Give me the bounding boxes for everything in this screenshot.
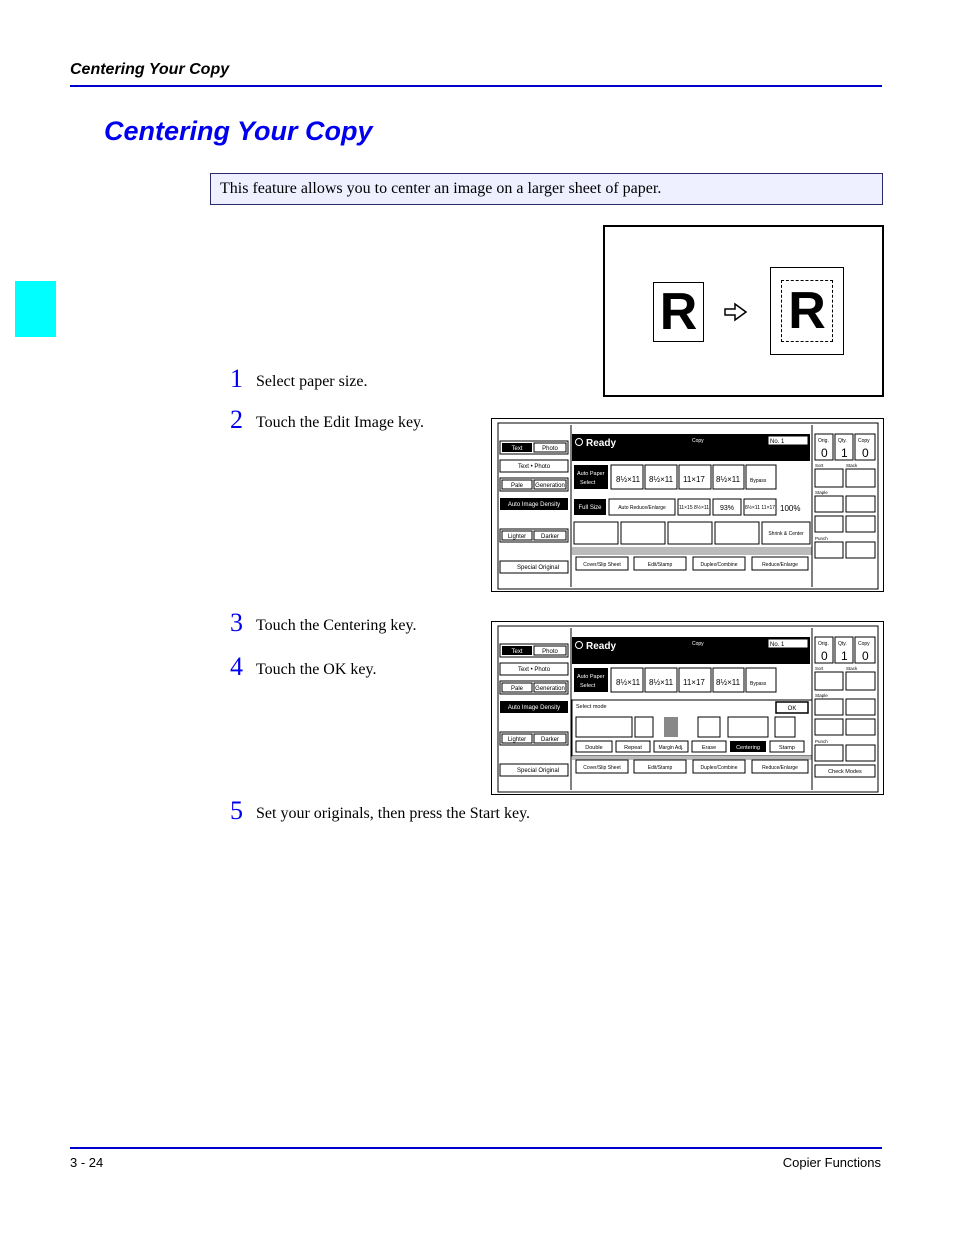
- edit-stamp-label: Edit/Stamp: [647, 562, 673, 568]
- margin-illustration: [664, 717, 678, 737]
- staple-1-button[interactable]: [815, 496, 843, 512]
- step-number: 2: [230, 405, 243, 434]
- chapter-tab: [15, 281, 56, 337]
- margin-adj-label: Margin Adj.: [658, 745, 684, 751]
- punch-1-button[interactable]: [815, 745, 843, 761]
- copy-count: 0: [862, 649, 869, 663]
- paper-trays: [574, 668, 776, 692]
- duplex-combine-label: Duplex/Combine: [700, 562, 738, 568]
- repeat-illustration: [635, 717, 653, 737]
- stack-button[interactable]: [846, 469, 875, 487]
- copy-count: 0: [862, 446, 869, 460]
- step-text: Set your originals, then press the Start key.: [256, 805, 531, 822]
- page-title: Centering Your Copy: [104, 116, 373, 146]
- job-number-text: No. 1: [770, 642, 785, 648]
- photo-mode-label: Photo: [542, 649, 558, 655]
- full-size-label: Full Size: [578, 505, 602, 511]
- shrink-center-label: Shrink & Center: [768, 531, 804, 537]
- select-label: Select: [580, 480, 596, 486]
- page-number: 3 - 24: [70, 1155, 104, 1170]
- cover-slip-label: Cover/Slip Sheet: [583, 562, 621, 568]
- qty-count: 1: [841, 446, 848, 460]
- centered-letter: R: [788, 282, 826, 340]
- copy-label: Copy: [692, 438, 704, 444]
- centering-label: Centering: [736, 745, 760, 751]
- edit-option-3[interactable]: [668, 522, 712, 544]
- generation-label: Generation: [535, 686, 565, 692]
- text-photo-label: Text • Photo: [517, 667, 551, 673]
- ok-label: OK: [787, 706, 797, 712]
- select-mode-area: [572, 700, 812, 756]
- intro-box: [210, 173, 883, 205]
- select-label: Select: [580, 683, 596, 689]
- orig-count: 0: [821, 649, 828, 663]
- edit-stamp-label: Edit/Stamp: [647, 765, 673, 771]
- select-mode-label: Select mode: [576, 704, 607, 710]
- edit-option-4[interactable]: [715, 522, 759, 544]
- auto-density-label: Auto Image Density: [507, 502, 561, 508]
- darker-label: Darker: [540, 737, 560, 743]
- tray-1-label: 8½×11: [616, 475, 641, 484]
- qty-label: Qty.: [838, 641, 847, 647]
- punch-label: Punch: [815, 739, 828, 744]
- staple-3-button[interactable]: [815, 516, 843, 532]
- step-text: Touch the Centering key.: [256, 617, 417, 634]
- centered-image-area: [781, 280, 833, 342]
- stack-button[interactable]: [846, 672, 875, 690]
- orig-label: Orig.: [818, 641, 829, 647]
- sort-button[interactable]: [815, 469, 843, 487]
- punch-2-button[interactable]: [846, 542, 875, 558]
- bypass-label: Bypass: [750, 681, 767, 687]
- double-illustration: [576, 717, 632, 737]
- staple-4-button[interactable]: [846, 516, 875, 532]
- centering-illustration: [603, 225, 884, 397]
- orig-count: 0: [821, 446, 828, 460]
- counter-column: [812, 628, 875, 790]
- status-text: Ready: [586, 641, 617, 652]
- text-mode-label: Text: [511, 446, 523, 452]
- stamp-label: Stamp: [779, 745, 795, 751]
- photo-mode-label: Photo: [542, 446, 558, 452]
- job-number-text: No. 1: [770, 439, 785, 445]
- generation-label: Generation: [535, 483, 565, 489]
- auto-density-label: Auto Image Density: [507, 705, 561, 711]
- bypass-label: Bypass: [750, 478, 767, 484]
- step-text: Select paper size.: [256, 373, 368, 390]
- centered-page: [770, 267, 844, 355]
- text-mode-label: Text: [511, 649, 523, 655]
- staple-3-button[interactable]: [815, 719, 843, 735]
- special-original-label: Special Original: [516, 565, 560, 571]
- function-tab-strip: [572, 756, 812, 760]
- text-photo-label: Text • Photo: [517, 464, 551, 470]
- auto-paper-label: Auto Paper: [577, 674, 605, 680]
- tray-1-label: 8½×11: [616, 678, 641, 687]
- tray-4-label: 8½×11: [716, 678, 741, 687]
- copier-panel-edit-image: [491, 418, 884, 592]
- staple-2-button[interactable]: [846, 699, 875, 715]
- bypass-button[interactable]: [746, 668, 776, 692]
- intro-text: This feature allows you to center an image on a larger sheet of paper.: [220, 180, 662, 197]
- staple-1-button[interactable]: [815, 699, 843, 715]
- step-text: Touch the OK key.: [256, 661, 377, 678]
- pale-label: Pale: [510, 483, 524, 489]
- repeat-label: Repeat: [624, 745, 642, 751]
- copy-label: Copy: [692, 641, 704, 647]
- staple-4-button[interactable]: [846, 719, 875, 735]
- stack-label: Stack: [846, 463, 858, 468]
- tray-3-label: 11×17: [683, 678, 705, 687]
- staple-2-button[interactable]: [846, 496, 875, 512]
- qty-label: Qty.: [838, 438, 847, 444]
- auto-paper-label: Auto Paper: [577, 471, 605, 477]
- punch-1-button[interactable]: [815, 542, 843, 558]
- ratio-display: 100%: [780, 504, 801, 513]
- footer-rule: [70, 1147, 882, 1149]
- lighter-label: Lighter: [507, 534, 527, 540]
- pale-label: Pale: [510, 686, 524, 692]
- erase-illustration: [698, 717, 720, 737]
- staple-label: Staple: [815, 693, 828, 698]
- paper-trays: [574, 465, 776, 489]
- step-number: 1: [230, 364, 243, 393]
- reduce-enlarge-label: Reduce/Enlarge: [762, 765, 798, 771]
- step-number: 3: [230, 608, 243, 637]
- status-text: Ready: [586, 438, 617, 449]
- duplex-combine-label: Duplex/Combine: [700, 765, 738, 771]
- stamp-illustration: [775, 717, 795, 737]
- punch-label: Punch: [815, 536, 828, 541]
- check-modes-label: Check Modes: [828, 769, 862, 775]
- special-original-label: Special Original: [516, 768, 560, 774]
- auto-reduce-label: Auto Reduce/Enlarge: [618, 505, 666, 511]
- erase-label: Erase: [701, 745, 717, 751]
- edit-option-1[interactable]: [574, 522, 618, 544]
- copy-col-label: Copy: [858, 438, 870, 444]
- sort-button[interactable]: [815, 672, 843, 690]
- header-rule: [70, 85, 882, 87]
- copier-panel-centering: [491, 621, 884, 795]
- cover-slip-label: Cover/Slip Sheet: [583, 765, 621, 771]
- centering-illustration: [728, 717, 768, 737]
- ratio-b-label: 8½×11 11×17: [744, 505, 776, 511]
- ratio-a-label: 11×15 8½×11: [678, 505, 710, 511]
- tray-3-label: 11×17: [683, 475, 705, 484]
- reduce-enlarge-label: Reduce/Enlarge: [762, 562, 798, 568]
- lighter-label: Lighter: [507, 737, 527, 743]
- tray-2-label: 8½×11: [649, 475, 674, 484]
- sort-label: Sort: [815, 666, 824, 671]
- copy-col-label: Copy: [858, 641, 870, 647]
- bypass-button[interactable]: [746, 465, 776, 489]
- step-number: 4: [230, 652, 243, 681]
- running-header: Centering Your Copy: [70, 61, 230, 78]
- darker-label: Darker: [540, 534, 560, 540]
- edit-image-row: [574, 522, 810, 544]
- original-letter: R: [659, 283, 698, 341]
- staple-label: Staple: [815, 490, 828, 495]
- arrow-right-icon: [723, 302, 749, 322]
- step-number: 5: [230, 796, 243, 825]
- orig-label: Orig.: [818, 438, 829, 444]
- tray-4-label: 8½×11: [716, 475, 741, 484]
- qty-count: 1: [841, 649, 848, 663]
- step-text: Touch the Edit Image key.: [256, 414, 425, 431]
- sort-label: Sort: [815, 463, 824, 468]
- tray-2-label: 8½×11: [649, 678, 674, 687]
- pct-93-label: 93%: [719, 505, 735, 512]
- double-label: Double: [585, 745, 603, 751]
- punch-2-button[interactable]: [846, 745, 875, 761]
- stack-label: Stack: [846, 666, 858, 671]
- footer-section: Copier Functions: [782, 1155, 881, 1170]
- original-page: [653, 282, 704, 342]
- edit-option-2[interactable]: [621, 522, 665, 544]
- function-tab-strip: [572, 547, 812, 555]
